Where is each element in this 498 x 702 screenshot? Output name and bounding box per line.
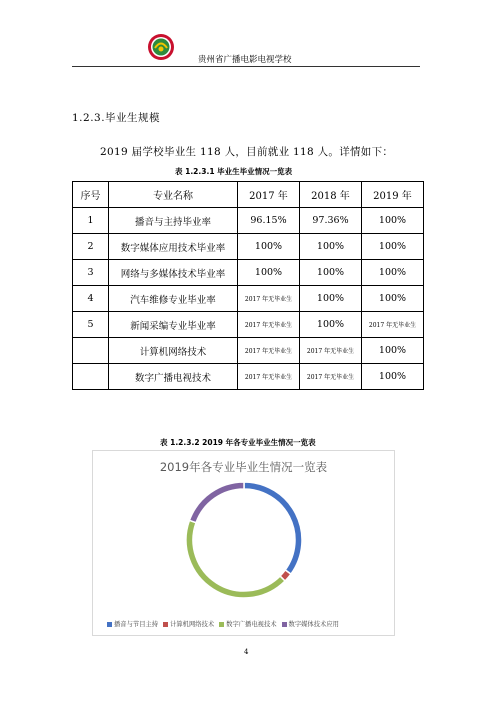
table-cell: 100% xyxy=(300,234,362,260)
legend-item xyxy=(219,619,276,628)
legend-swatch xyxy=(163,622,168,627)
table-cell: 3 xyxy=(73,260,109,286)
table2-caption: 表 1.2.3.2 2019 年各专业毕业生情况一览表 xyxy=(160,438,316,447)
chart-title: 2019年各专业毕业生情况一览表 xyxy=(159,460,328,474)
table-cell xyxy=(73,338,109,364)
table-cell: 4 xyxy=(73,286,109,312)
legend-item xyxy=(107,619,158,628)
table-cell: 2017 年无毕业生 xyxy=(238,312,300,338)
table-row xyxy=(73,208,424,234)
donut-slice xyxy=(189,482,244,523)
legend-swatch xyxy=(282,622,287,627)
table-cell: 1 xyxy=(73,208,109,234)
table-cell: 2 xyxy=(73,234,109,260)
table-cell: 2017 年无毕业生 xyxy=(300,338,362,364)
legend-item xyxy=(163,619,214,628)
table-cell: 100% xyxy=(362,364,424,390)
donut-slice xyxy=(186,520,285,598)
table-cell: 计算机网络技术 xyxy=(109,338,238,364)
table-cell: 2017 年无毕业生 xyxy=(238,364,300,390)
table-cell: 100% xyxy=(300,312,362,338)
table-cell: 100% xyxy=(238,260,300,286)
legend-label: 播音与节目主持 xyxy=(114,621,159,628)
table1-caption: 表 1.2.3.1 毕业生毕业情况一览表 xyxy=(175,167,293,176)
table-row xyxy=(73,312,424,338)
legend-label: 数字媒体技术应用 xyxy=(288,621,339,628)
table-cell: 96.15% xyxy=(238,208,300,234)
legend-label: 数字广播电视技术 xyxy=(226,621,277,628)
section-heading: 1.2.3.毕业生规模 xyxy=(72,112,161,124)
donut-chart xyxy=(92,450,395,636)
page-number: 4 xyxy=(244,648,249,656)
table-cell: 97.36% xyxy=(300,208,362,234)
table-cell: 2017 年无毕业生 xyxy=(238,338,300,364)
table-cell: 100% xyxy=(300,260,362,286)
donut-svg xyxy=(93,451,394,611)
table-cell: 网络与多媒体技术毕业率 xyxy=(109,260,238,286)
table-cell: 2017 年无毕业生 xyxy=(300,364,362,390)
table-cell: 新闻采编专业毕业率 xyxy=(109,312,238,338)
table-cell: 5 xyxy=(73,312,109,338)
table-cell: 播音与主持毕业率 xyxy=(109,208,238,234)
table-row xyxy=(73,260,424,286)
table-header-cell: 2019 年 xyxy=(362,182,424,208)
legend-item xyxy=(282,619,339,628)
table-header-row xyxy=(73,182,424,208)
table-row xyxy=(73,338,424,364)
table-cell: 100% xyxy=(362,234,424,260)
table-cell: 100% xyxy=(362,286,424,312)
section-paragraph: 2019 届学校毕业生 118 人，目前就业 118 人。详情如下： xyxy=(100,146,394,158)
table-cell: 100% xyxy=(300,286,362,312)
table-cell: 2017 年无毕业生 xyxy=(362,312,424,338)
graduates-table xyxy=(72,181,424,390)
chart-legend xyxy=(107,619,344,628)
table-cell: 数字媒体应用技术毕业率 xyxy=(109,234,238,260)
table-cell xyxy=(73,364,109,390)
school-name: 贵州省广播电影电视学校 xyxy=(198,55,292,65)
school-logo xyxy=(147,33,175,61)
legend-swatch xyxy=(107,622,112,627)
table-row xyxy=(73,364,424,390)
table-cell: 100% xyxy=(362,338,424,364)
table-cell: 100% xyxy=(362,260,424,286)
table-row xyxy=(73,234,424,260)
table-cell: 100% xyxy=(238,234,300,260)
header-rule xyxy=(72,66,420,67)
table-cell: 100% xyxy=(362,208,424,234)
donut-slice xyxy=(244,482,302,574)
table-row xyxy=(73,286,424,312)
table-header-cell: 2017 年 xyxy=(238,182,300,208)
table-cell: 2017 年无毕业生 xyxy=(238,286,300,312)
table-header-cell: 专业名称 xyxy=(109,182,238,208)
table-header-cell: 序号 xyxy=(73,182,109,208)
legend-swatch xyxy=(219,622,224,627)
table-cell: 汽车维修专业毕业率 xyxy=(109,286,238,312)
table-cell: 数字广播电视技术 xyxy=(109,364,238,390)
table-header-cell: 2018 年 xyxy=(300,182,362,208)
legend-label: 计算机网络技术 xyxy=(170,621,215,628)
